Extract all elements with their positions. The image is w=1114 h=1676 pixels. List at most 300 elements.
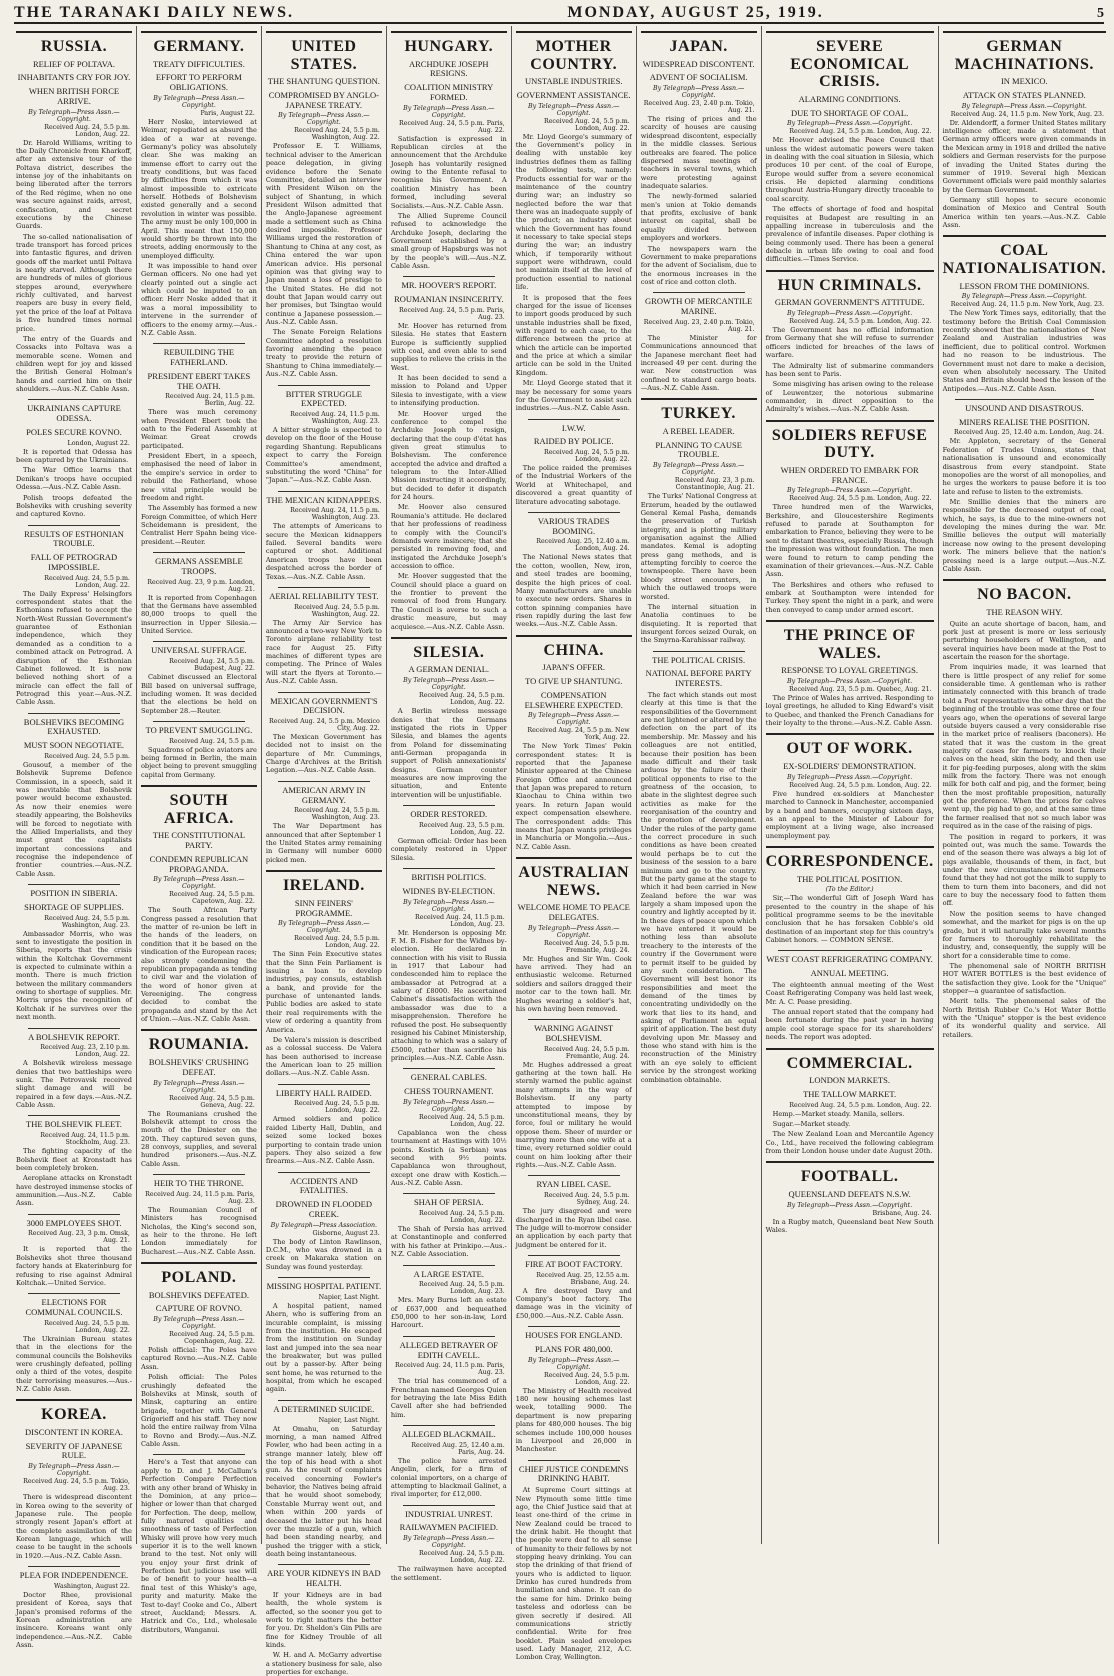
section-rule: [141, 31, 257, 33]
section-heading: RUSSIA.: [40, 38, 108, 55]
article-rule: [153, 343, 245, 344]
article-rule: [403, 868, 495, 869]
article-paragraph: At Omahu, on Saturday morning, a man named Alfred Fowler, who had been acting in a strange manner lately, blew off the top of his head with a shot gun. As the result of complaints received concerning Fowler's behavior, the Natives being afraid that he would shoot somebody, Constable Murray went out, and when within 200 yards of deceased the latter put his head over the muzzle of a gun, which had been standing nearby, and pushed the trigger with a stick, death being instantaneous.: [265, 1424, 382, 1558]
article-dateline: Received Aug. 24, 5.5 p.m. London, Aug. 22.: [789, 495, 932, 503]
article-byline: By Telegraph—Press Assn.—Copyright.: [403, 677, 495, 692]
article-byline: By Telegraph—Press Assn.—Copyright.: [153, 1316, 245, 1331]
article-subhead: ELECTIONS FOR COMMUNAL COUNCILS.: [25, 1297, 123, 1318]
article-subhead: RESULTS OF ESTHONIAN TROUBLE.: [24, 528, 124, 549]
article-dateline: Received Aug. 24, 11.5 p.m. London, Aug. 23.: [415, 913, 505, 928]
section-heading: SEVERE ECONOMICAL CRISIS.: [790, 38, 909, 91]
section-rule: [766, 1048, 934, 1050]
section-rule: [141, 1029, 257, 1031]
masthead: [14, 0, 1104, 24]
article: [766, 1161, 934, 1234]
article-rule: [278, 1172, 370, 1173]
article-rule: [28, 1115, 120, 1116]
article-byline: By Telegraph—Press Assn.—Copyright.: [787, 1201, 913, 1209]
article-paragraph: The fighting capacity of the Bolshevik fleet at Kronstadt has been completely broken.: [16, 1147, 132, 1172]
article: [16, 399, 132, 518]
article-byline: By Telegraph—Press Assn.—Copyright.: [787, 678, 913, 685]
article-subhead: SINN FEINERS' PROGRAMME.: [294, 897, 353, 918]
article-paragraph: Mr. Hoover advised the Peace Council that unless the widest automatic powers were taken in dealing with the coal situation in Silesia, which produces 10 per cent. of the coal of Europe, Europe would suffer from a severe economical crisis. He depicted alarming conditions throughout Austria-Hungary directly traceable to coal scarcity.: [765, 136, 934, 203]
article-subhead: THE TALLOW MARKET.: [803, 1088, 897, 1099]
article-dateline: Received Aug. 24, 5.5 p.m. Washington, Aug. 23.: [294, 807, 380, 822]
article-paragraph: Armed soldiers and police raided Liberty Hall, Dublin, and seized some locked boxes purporting to contain trade union papers. They also seized a few firearms.—Aus.-N.Z. Cable Assn.: [265, 1115, 382, 1166]
article-subhead: EFFORT TO PERFORM OBLIGATIONS.: [155, 72, 242, 93]
article-paragraph: German official: Order has been completely restored in Upper Silesia.: [390, 836, 507, 862]
article-subhead: PLEA FOR INDEPENDENCE.: [19, 1570, 129, 1581]
article-subhead: BITTER STRUGGLE EXPECTED.: [285, 388, 362, 409]
article-dateline: Received Aug. 24, 5.5 p.m. London, Aug. 22.: [419, 1210, 505, 1225]
article-dateline: Received Aug. 24, 5.5 p.m. London, Aug. 22.: [543, 117, 630, 132]
article-dateline: Received Aug. 23, 2.10 p.m. London, Aug. 22.: [40, 1044, 130, 1059]
article-subhead: TO PREVENT SMUGGLING.: [145, 724, 253, 735]
article-subhead: PLANNING TO CAUSE TROUBLE.: [655, 439, 742, 460]
article-paragraph: If your Kidneys are in bad health, the whole system is affected, so the sooner you get to work to right matters the better for you. Dr. Sheldon's Gin Pills are fine for Kidney Trouble of all kinds.: [265, 1590, 382, 1650]
article-paragraph: The Turks' National Congress at Erzerum, headed by the outlawed General Kemal Pasha, demands the preservation of Turkish integrity, and is plotting military organisation against the Allied mandates. Kemal is adopting press gang methods, and is attempting forcibly to coerce the townspeople. There have been bloody street encounters, in which the outlawed troops were worsted.: [640, 492, 757, 601]
article-paragraph: It is proposed that the fees charged for the issue of licenses to import goods produced by such unstable industries shall be fixed, with regard to each case, to the difference between the price at which the article can be imported and the price at which a similar article can be sold in the United Kingdom.: [515, 293, 632, 377]
article-dateline: Received Aug. 24, 5.5 p.m. London, Aug. 23.: [419, 1281, 505, 1296]
article: [766, 950, 934, 1041]
article-dateline: Received Aug. 25, 12.55 a.m. Brisbane, Aug. 24.: [536, 1271, 630, 1286]
article-dateline: Received Aug. 24, 5.5 p.m. Capetown, Aug. 22.: [169, 891, 255, 906]
article-rule: [528, 1326, 620, 1327]
article-paragraph: W. H. and A. McGarry advertise a stationery business for sale, also properties for exchange.: [265, 1651, 382, 1676]
article-subhead: A BOLSHEVIK REPORT.: [28, 1031, 120, 1042]
article-rule: [403, 1265, 495, 1266]
article-paragraph: Mr. Lloyd George's summary of the Government's policy in dealing with unstable key industries defines them as falling the following tests, namely: Products essential for war or the maintenance of the country during war; an industry so neglected before the war that there was an inadequate supply of the product; an industry about which the Government has found it necessary to take special steps during the war; an industry which, if temporarily without support were withdrawn, could not maintain itself at the level of production essential to national life.: [515, 132, 632, 292]
article-rule: [28, 1028, 120, 1029]
article-paragraph: Herr Noske, interviewed at Weimar, repudiated as absurd the idea of a war at revenge. Germany's policy was absolutely clear. She was making an immense effort to carry out the treaty conditions, but was faced by difficulties from which it was almost impossible to extricate herself. Hotbeds of Bolshevism existed generally and a second revolution in winter was possible. The army must be only 100,000 in April. This meant that 150,000 would shortly be thrown into the streets, adding enormously to the unemployed difficulty.: [140, 117, 257, 260]
article: [141, 1454, 257, 1634]
article-paragraph: In a Rugby match, Queensland beat New South Wales.: [765, 1217, 934, 1235]
columns-container: [12, 26, 1110, 1676]
article-dateline: Received Aug. 25, 12.40 a.m. London, Aug. 24.: [954, 429, 1105, 437]
article-paragraph: Mr. Smillie denies that the miners are responsible for the decreased output of coal, which, he says, is due to the mine-owners not developing the mines during the war. Mr. Smillie believes the output will materially increase now owing to the present developing work. The miners believe that the nation's pressing need is a large output.—Aus.-N.Z. Cable Assn.: [942, 497, 1107, 573]
article-subhead: I.W.W.: [561, 422, 586, 433]
article-subhead: 3000 EMPLOYEES SHOT.: [26, 1217, 122, 1228]
article-paragraph: The Mexican Government has decided not to insist on the departure of Mr. Cummings, Charge d'Archives at the British Legation.—Aus.-N.Z. Cable Assn.: [265, 733, 382, 775]
article-paragraph: The entry of the Guards and Cossacks into Poltava was a memorable scene. Women and children wept for joy and kissed the British General Holman's hands and carried him on their shoulders.—Aus.-N.Z. Cable Assn.: [16, 334, 132, 394]
section-heading: MOTHER COUNTRY.: [530, 38, 618, 73]
article: [516, 1019, 632, 1169]
article: [141, 641, 257, 715]
article-subhead: GOVERNMENT ASSISTANCE.: [516, 89, 631, 100]
section-heading: IRELAND.: [282, 877, 365, 895]
article: [766, 1048, 934, 1156]
article-dateline: Received Aug. 24, 5.5 p.m. London, Aug. 22.: [789, 1101, 932, 1109]
article-paragraph: The attempts of Americans to secure the Mexican kidnappers failed. Several bandits were captured or shot. Additional American troops have been despatched across the border of Texas.—Aus.-N.Z. Cable Assn.: [265, 522, 382, 581]
article-dateline: Received Aug. 24, 5.5 p.m. New York, Aug. 22.: [527, 727, 630, 742]
article-paragraph: The Government has no official information from Germany that she will refuse to surrender officers indicted for breaches of the laws of warfare.: [765, 326, 934, 360]
issue-date: MONDAY, AUGUST 25, 1919.: [567, 4, 824, 21]
article: [766, 620, 934, 727]
article-subhead: UNIVERSAL SUFFRAGE.: [151, 645, 247, 656]
article-byline: By Telegraph—Press Assn.—Copyright.: [961, 293, 1087, 301]
article-subhead: REBUILDING THE FATHERLAND.: [163, 347, 235, 367]
article: [766, 420, 934, 614]
article-rule: [28, 399, 120, 400]
article-paragraph: A fire destroyed Davy and Company's boot factory. The damage was in the vicinity of £50,000.—Aus.-N.Z. Cable Assn.: [515, 1286, 632, 1320]
article-dateline: Received Aug. 24, 11.5 p.m. Washington, Aug. 23.: [290, 507, 380, 522]
article-rule: [278, 1277, 370, 1278]
article-paragraph: The New York Times says, editorially, that the testimony before the British Coal Commission recently showed that the nationalisation of New Zealand and Australian industries was inefficient, due to political control. Workmen had no reason to be industrious. The Government must not dare to make a decision, even when absolutely necessary. The United States and Britain should heed the lesson of the Antipodes.—Aus.-N.Z. Cable Assn.: [942, 309, 1107, 393]
section-rule: [766, 846, 934, 848]
article-subhead: ALARMING CONDITIONS.: [798, 93, 901, 104]
section-heading: SILESIA.: [413, 643, 485, 661]
article-dateline: Received Aug. 23, 9 p.m. London, Aug. 21.: [147, 578, 255, 593]
article-paragraph: The police have arrested Angelin, clerk, for a firm of colonial importers, on a charge of attempting to blackmail Galinet, a rival importer, for £12,000.: [390, 1456, 507, 1499]
article-paragraph: The newspapers warn the Government to make preparations for the advent of Socialism, due to the enormous increases in the cost of rice and cotton cloth.: [640, 244, 757, 286]
article-dateline: Received Aug. 24, 5.5 p.m. London, Aug. 22.: [44, 1319, 130, 1334]
article-byline: By Telegraph—Press Assn.—Copyright.: [528, 102, 620, 117]
article-dateline: Received Aug. 24, 5.5 p.m. London, Aug. 22.: [789, 318, 932, 326]
article: [641, 292, 757, 392]
article: [391, 1265, 507, 1330]
article: [16, 1214, 132, 1288]
section-rule: [16, 31, 132, 33]
article-paragraph: The fact which stands out most clearly at this time is that the responsibilities of the Government are not lightened or altered by the defection on the part of its membership. Mr. Massey and his colleagues are not entitled, because their position has been made difficult and their task arduous by the failure of their political opponents to rise to the greatness of the occasion, to abate in the slightest degree such activities as make for the reorganisation of the country and the promotion of development. Under the rules of the party game the correct procedure in such conditions as have been created would perhaps be to cut the business of the session to a bare minimum and go to the country. But the party game at the stage to which it had been carried in New Zealand before the war was largely a sham imposed upon the country and lightly accepted by it. In these days of peace upon which we have entered it would be nothing less than absolute treachery to the interests of the country if the Government were to permit itself to be guided by any such consideration. The Government will best honor its responsibilities and meet the demand of the times by concentrating undividedly on the work that lies to its hand, and asking of Parliament an equal spirit of application. The best duty devolving upon Mr. Massey and those who stand with him is the reconstruction of the Ministry with an eye solely to efficient service by the strongest working combination obtainable.: [640, 691, 757, 1084]
article-paragraph: A bitter struggle is expected to develop on the floor of the House regarding Shantung. Republicans expect to carry the Foreign Committee's amendment, substituting the word "China" for "Japan."—Aus.-N.Z. Cable Assn.: [265, 426, 382, 485]
article-byline: By Telegraph—Press Assn.—Copyright.: [153, 1079, 245, 1094]
article: [266, 587, 382, 686]
article-subhead: UNSTABLE INDUSTRIES.: [524, 76, 623, 87]
article-paragraph: The Minister for Communications announced that the Japanese merchant fleet had increased 49 per cent. during the war. New construction was confined to standard cargo boats.—Aus.-N.Z. Cable Assn.: [640, 333, 757, 392]
article-paragraph: The Senate Foreign Relations Committee adopted a resolution favoring amending the peace treaty to provide the return of Shantung to China immediately.—Aus.-N.Z. Cable Assn.: [265, 328, 382, 379]
article-rule: [153, 1174, 245, 1175]
article-rule: [403, 805, 495, 806]
article-rule: [278, 781, 370, 782]
article-rule: [528, 1460, 620, 1461]
section-rule: [766, 1161, 934, 1163]
news-column: [762, 26, 939, 1544]
article: [16, 713, 132, 878]
article-dateline: Received Aug. 24, 11.5 p.m. Paris, Aug. 23.: [145, 1190, 255, 1205]
article-dateline: Received Aug. 24, 11.5 p.m. Berlin, Aug. 22.: [165, 393, 255, 408]
article-subhead: THE SHANTUNG QUESTION.: [267, 76, 380, 87]
article-paragraph: The Ukrainian Bureau states that in the elections for the communal councils the Bolsheviks were crushingly defeated, polling only a third of the votes, despite their terrorising measures.—Aus.-N.Z. Cable Assn.: [16, 1334, 132, 1393]
article-rule: [278, 1084, 370, 1085]
article-subhead: SHAH OF PERSIA.: [413, 1197, 484, 1208]
article-byline: By Telegraph—Press Assn.—Copyright.: [787, 310, 913, 318]
article-paragraph: The Allied Supreme Council refused to acknowledge the Archduke Joseph, declaring the Government established by a small group of Hapsburgs was not by the people's will.—Aus.-N.Z. Cable Assn.: [390, 211, 507, 271]
article-subhead: GROWTH OF MERCANTILE MARINE.: [645, 296, 753, 317]
article-subhead: INHABITANTS CRY FOR JOY.: [17, 72, 131, 83]
article-subhead: WIDNES BY-ELECTION.: [402, 885, 496, 896]
article-rule: [528, 1175, 620, 1176]
article-subhead: IN MEXICO.: [1000, 76, 1048, 87]
article-rule: [153, 552, 245, 553]
article-rule: [528, 1255, 620, 1256]
article: [943, 235, 1106, 393]
article: [141, 1174, 257, 1256]
article-subhead: DUE TO SHORTAGE OF COAL.: [790, 107, 909, 118]
section-rule: [641, 398, 757, 400]
article-subhead: ARE YOUR KIDNEYS IN BAD HEALTH.: [267, 1568, 381, 1589]
article: [391, 1505, 507, 1582]
article-paragraph: The phenomenal sale of NORTH BRITISH HOT WATER BOTTLES is the best evidence of the satisfaction they give. Look for the "Unique" stopper—a guarantee of satisfaction.: [942, 961, 1107, 996]
article-rule: [955, 399, 1094, 400]
article: [266, 1172, 382, 1272]
article-paragraph: Mr. Henderson is opposing Mr. F. M. B. Fisher for the Widnes by-election. He declared in connection with his visit to Russia in 1917 that Labour had condescended him to replace the ambassador at Petrograd at a salary of £8000. He ascertained Cabinet's dissatisfaction with the ambassador was due to a misapprehension. Therefore he refused the post. He subsequently resigned his Cabinet Ministership, attaching to which was a salary of £5000, rather than sacrifice his principles.—Aus.-N.Z. Cable Assn.: [390, 928, 507, 1062]
article: [141, 1262, 257, 1448]
news-column: [12, 26, 137, 1650]
section-rule: [266, 31, 382, 33]
article-dateline: Received Aug. 24, 5.5 p.m. Washington, Aug. 22.: [294, 127, 380, 142]
article-byline: By Telegraph—Press Assn.—Copyright.: [153, 94, 245, 109]
article-subhead: AERIAL RELIABILITY TEST.: [269, 590, 379, 601]
article-subhead: DROWNED IN FLOODED CREEK.: [275, 1199, 372, 1219]
article-rule: [403, 276, 495, 277]
article-subhead: LIBERTY HALL RAIDED.: [275, 1087, 372, 1098]
article-paragraph: Ambassador Morris, who was sent to investigate the position in Siberia, reports that the crisis within the Koltchak Government is expected to culminate within a month. There is much friction between the military commanders owing to shortage of supplies. Mr. Morris urges the recognition of Koltchak if he survives over the next month.: [16, 929, 132, 1022]
article-subhead: ALLEGED BETRAYER OF EDITH CAVELL.: [399, 1339, 498, 1360]
article-paragraph: The position in regard to porkers, it was pointed out, was much the same. Towards the end of the season there was always a big lot of pigs available, thousands of them, in fact, but under the new circumstances most farmers found that they had not got the milk to supply to them to turn them into baconers, and did not care to buy the necessary food to fatten them off.: [942, 832, 1107, 908]
article-paragraph: Mr. Hoover also censured Roumania's attitude. He declared that her professions of readiness to comply with the Council's demands were insincere; that she persisted in removing food, and instigated the Archduke Joseph's accession to office.: [390, 503, 507, 570]
article-dateline: Received Aug. 25, 12.40 a.m. Paris, Aug. 24.: [411, 1441, 505, 1456]
article-paragraph: The New York Times' Pekin correspondent states: It is reported that the Japanese Minister appeared at the Chinese Foreign Office and announced that Japan was prepared to return Kiaochau to China within two years. In return Japan would expect compensation elsewhere. The correspondent adds: This means that Japan wants privileges in Manchuria or Mongolia.—Aus.-N.Z. Cable Assn.: [515, 742, 632, 851]
article-paragraph: The Roumanians crushed the Bolshevik attempt to cross the mouth of the Dniester on the 20th. They captured seven guns, 28 convoys, supplies, and several hundred prisoners.—Aus.-N.Z. Cable Assn.: [140, 1109, 257, 1168]
article-dateline: Received Aug. 24, 11.5 p.m. Stockholm, Aug. 23.: [40, 1132, 130, 1147]
article-subhead: CHIEF JUSTICE CONDEMNS DRINKING HABIT.: [518, 1463, 629, 1484]
section-heading: KOREA.: [41, 1406, 107, 1424]
article: [391, 1425, 507, 1499]
article-subhead: EX-SOLDIERS' DEMONSTRATION.: [783, 761, 917, 772]
article-rule: [153, 641, 245, 642]
article-subhead: LONDON MARKETS.: [809, 1075, 890, 1086]
article-subhead: BOLSHEVIKS DEFEATED.: [148, 1289, 249, 1300]
article-subhead: TO GIVE UP SHANTUNG.: [525, 676, 623, 687]
article-paragraph: A hospital patient, named Ahern, who is suffering from an incurable complaint, is missing from the institution. He escaped from the institution on Sunday last and jumped into the sea near the breakwater, but was pulled out by a passer-by. After being sent home, he was returned to the hospital, from which he escaped again.: [265, 1301, 382, 1394]
article-subhead: POSITION IN SIBERIA.: [30, 888, 118, 899]
article-dateline: Received Aug. 23, 5.5 p.m. London, Aug. 22.: [419, 821, 505, 836]
section-rule: [766, 420, 934, 422]
article-subhead: WHEN ORDERED TO EMBARK FOR FRANCE.: [780, 464, 919, 485]
article-subhead: WARNING AGAINST BOLSHEVISM.: [534, 1023, 614, 1043]
article-byline: By Telegraph—Press Assn.—Copyright.: [528, 924, 620, 939]
article-rule: [403, 1193, 495, 1194]
news-column: [137, 26, 262, 1634]
article-byline: By Telegraph—Press Assn.—Copyright.: [28, 1463, 120, 1478]
section-rule: [943, 579, 1106, 581]
article-paragraph: Capablanca won the chess tournament at Hastings with 10½ points. Kostich (a Serbian) was second with 9½ points. Capablanca won throughout, except one draw with Kostich.—Aus.-N.Z. Cable Assn.: [390, 1128, 507, 1187]
article-rule: [403, 1425, 495, 1426]
section-heading: FOOTBALL.: [800, 1168, 899, 1186]
section-rule: [943, 31, 1106, 33]
article: [766, 733, 934, 840]
article: [16, 1399, 132, 1560]
article-paragraph: The Daily Express' Helsingfors correspondent states that the Esthonians refused to accept the North-West Russian Government's guarantee of Esthonian independence, which they demanded as a condition to a combined attack on Petrograd. A disruption of the Esthonian Cabinet followed. It is now believed nothing short of a miracle can effect the fall of Petrograd this year.—Aus.-N.Z. Cable Assn.: [16, 589, 132, 707]
section-heading: CHINA.: [543, 641, 604, 659]
article-paragraph: Mr. Lloyd George stated that it may be necessary for some years for the Government to assist such industries.—Aus.-N.Z. Cable Assn.: [515, 379, 632, 413]
article-rule: [28, 884, 120, 885]
article-paragraph: There is widespread discontent in Korea owing to the severity of Japanese rule. The people strongly resent Japan's effort at the complete assimilation of the Korean language, which will cease to be taught in the schools in 1920.—Aus.-N.Z. Cable Assn.: [16, 1493, 132, 1560]
article: [266, 1084, 382, 1166]
article-dateline: Received Aug. 24, 5.5 p.m. London, Aug. 22.: [789, 781, 932, 789]
article-byline: By Telegraph—Press Assn.—Copyright.: [403, 898, 495, 913]
article: [516, 1460, 632, 1662]
article-dateline: Received Aug. 24, 5.5 p.m. Fremantle, Aug. 24.: [543, 939, 630, 954]
article-subhead: MINERS REALISE THE POSITION.: [958, 416, 1090, 427]
article: [266, 870, 382, 1078]
article-paragraph: Mr. Hughes addressed a great gathering at the town hall. He sternly warned the public against many attempts in the way of Bolshevism. If any party attempted to impose by unconstitutional means, they by force, foul or military he would oppose them. Sheer of murder or marrying more than one wife at a time, every returned soldier could count on him looking after their rights.—Aus.-N.Z. Cable Assn.: [515, 1060, 632, 1170]
article: [641, 31, 757, 286]
article-dateline: Received Aug. 24, 5.5 p.m. Paris, Aug. 22.: [399, 119, 505, 134]
article-dateline: Received Aug. 24, 11.5 p.m. New York, Aug. 23.: [950, 110, 1105, 118]
page-number: 5: [1097, 6, 1104, 21]
article-rule: [403, 1505, 495, 1506]
article-paragraph: The Sinn Fein Executive states that the Sinn Fein Parliament is issuing a loan to develop industries, pay consuls, establish a bank, and provide for the purchase of untenanted lands. Public bodies are asked to state their real requirements with the view of ordering a quantity from America.: [265, 950, 382, 1034]
article-subhead: ARCHDUKE JOSEPH RESIGNS.: [408, 58, 489, 79]
article-paragraph: Sugar.—Market steady.: [772, 1120, 851, 1128]
article-paragraph: Mr. Appleton, secretary of the General Federation of Trades Unions, states that nationalisation is unsound and economically disastrous from every standpoint. State monopolies are the worst of all monopolies, and he urges the workers to pause before it is too late and refuse to listen to the extremists.: [942, 437, 1107, 496]
article: [641, 398, 757, 644]
article-dateline: Received Aug. 24, 5.5 p.m.: [44, 753, 130, 760]
article-paragraph: The railwaymen have accepted the settlement.: [390, 1565, 507, 1582]
article-paragraph: Dr. Aldendorff, a former United States military intelligence officer, made a statement that German army officers were given commands in the Mexican army in 1918 and drilled the native soldiers and German reservists for the purpose of invading the United States during the summer of 1919. Several high Mexican Government officials were paid monthly salaries by the German Government.: [942, 118, 1107, 194]
article: [141, 721, 257, 779]
article-rule: [28, 1293, 120, 1294]
article-subhead: BOLSHEVIKS' CRUSHING DEFEAT.: [148, 1057, 249, 1077]
section-rule: [391, 637, 507, 639]
article-paragraph: Here's a Test that anyone can apply to D. and J. McCallum's Perfection Compare Perfection with any other brand of Whisky in the Dominion, at any price—higher or lower than that charged for Perfection. The deep, mellow, fully matured qualities and smoothness of taste of Perfection Whisky will prove how very much superior it is to the well known brand to the test. Not only will you enjoy your first drink of Perfection but judicious use will be of benefit to your health—a final test of this Whisky's age, purity and maturity. Make the Test to-day! Cooke and Co., Albert street, Auckland; Messrs. A. Hatrick and Co., Ltd., wholesale distributors, Wanganui.: [140, 1458, 257, 1634]
article-dateline: Received Aug. 23, 2.40 p.m. Tokio, Aug. 21.: [643, 100, 755, 115]
article-subhead: UNSOUND AND DISASTROUS.: [965, 402, 1084, 413]
article-paragraph: The New Zealand Loan and Mercantile Agency Co., Ltd., have received the following cablegram from their London house under date August 20th.: [765, 1130, 934, 1156]
article: [516, 635, 632, 851]
section-heading: COMMERCIAL.: [786, 1054, 913, 1072]
article-byline: By Telegraph—Press Assn.—Copyright.: [787, 120, 913, 128]
section-rule: [391, 31, 507, 33]
article-subhead: CONDEMN REPUBLICAN PROPAGANDA.: [149, 853, 249, 874]
article-rule: [403, 1336, 495, 1337]
article-byline: By Telegraph—Press Assn.—Copyright.: [652, 462, 745, 477]
article-subhead: FALL OF PETROGRAD IMPOSSIBLE.: [30, 552, 118, 572]
section-heading: SOUTH AFRICA.: [164, 792, 234, 827]
article-subhead: MR. HOOVER'S REPORT.: [401, 280, 497, 291]
article-dateline: Received Aug. 24, 5.5 p.m. London, Aug. 22.: [419, 1113, 505, 1128]
section-heading: POLAND.: [161, 1268, 237, 1286]
article-paragraph: Satisfaction is expressed in Republican circles at the announcement that the Archduke Joseph has voluntarily resigned owing to the Entente refusal to recognise his Government. A coalition Ministry has been formed, including several Socialists.—Aus.-N.Z. Cable Assn.: [390, 134, 507, 210]
article: [266, 781, 382, 864]
section-rule: [141, 1262, 257, 1264]
article-dateline: Paris, August 22.: [200, 109, 255, 117]
article-paragraph: Germany still hopes to secure economic domination of Mexico and Central South America within ten years.—Aus.-N.Z. Cable Assn.: [942, 195, 1107, 230]
article-paragraph: Cabinet discussed an Electoral Bill based on universal suffrage, including women. It was decided that the elections be held on September 28.—Reuter.: [140, 673, 257, 715]
section-heading: NO BACON.: [977, 586, 1072, 604]
article-subhead: THE MEXICAN KIDNAPPERS.: [266, 494, 382, 505]
news-column: [262, 26, 387, 1676]
article: [516, 1175, 632, 1249]
section-heading: CORRESPONDENCE.: [765, 852, 934, 870]
article-subhead: GERMANS ASSEMBLE TROOPS.: [155, 556, 243, 576]
article-paragraph: At Supreme Court sittings at New Plymouth some little time ago, the Chief Justice said that at least one-third of the crime in New Zealand could be traced to the drink habit. He thought that the people were deaf to all sense of humanity to their fellows by not stopping heavy drinking. You can stop the drinking of that friend of yours who is addicted to liquor. Drinko has cured hundreds from humiliation and shame. It can do the same for him. Drinko being tasteless and odorless can be given secretly if desired. All communications strictly confidential. Write for free booklet. Plain sealed envelopes used. Lady Manager, 212, A.C. Lombon Cray, Wellington.: [515, 1486, 632, 1662]
article-paragraph: Five hundred ex-soldiers at Manchester marched to Cannock in Manchester, accompanied by a band and banners, occupying sixteen days, as an appeal to the Minister of Labour for employment at a living wage, also increased unemployment pay.: [765, 789, 934, 840]
article-dateline: Received Aug. 23, 3 p.m. Omsk, Aug. 21.: [28, 1230, 130, 1245]
article-subhead: AMERICAN ARMY IN GERMANY.: [282, 784, 366, 805]
article-dateline: Received Aug. 24, 5.5 p.m. London, Aug. 22.: [543, 1371, 630, 1386]
article-paragraph: The eighteenth annual meeting of the West Coast Refrigerating Company was held last week, Mr. A. C. Pease presiding.: [765, 981, 934, 1006]
section-heading: HUN CRIMINALS.: [777, 276, 922, 294]
article-rule: [403, 1068, 495, 1069]
article: [16, 884, 132, 1021]
article: [516, 1255, 632, 1320]
article-paragraph: Three hundred men of the Warwicks, Berkshire, and Gloucestershire Regiments refused to parade at Southampton for embarkation to France, believing they were to be sent to distant theatres, especially Russia, though the impression was without foundation. The men were found to return to camp pending the examination of their grievances.—Aus.-N.Z. Cable Assn.: [765, 503, 934, 579]
article: [16, 31, 132, 393]
section-rule: [943, 235, 1106, 237]
section-heading: THE PRINCE OF WALES.: [783, 627, 916, 662]
article-subhead: RAILWAYMEN PACIFIED.: [399, 1522, 498, 1533]
article-subhead: PLANS FOR 480,000.: [534, 1343, 613, 1354]
article-subhead: WIDESPREAD DISCONTENT.: [642, 58, 755, 69]
article-subhead: VARIOUS TRADES BOOMING.: [537, 515, 610, 536]
section-heading: HUNGARY.: [404, 38, 494, 55]
article-dateline: Received Aug. 24, 5.5 p.m. London, Aug. 22.: [419, 1550, 505, 1565]
article-byline: By Telegraph—Press Assn.—Copyright.: [278, 920, 370, 935]
article: [943, 579, 1106, 1039]
section-heading: JAPAN.: [669, 38, 728, 55]
article-byline: By Telegraph—Press Assn.—Copyright.: [528, 1356, 620, 1371]
article: [516, 857, 632, 1013]
article-rule: [278, 385, 370, 386]
article-paragraph: It is reported that the Bolsheviks shot three thousand factory hands at Ekaterinburg for refusing to rise against Admiral Koltchak.—United Service.: [16, 1245, 132, 1287]
article: [141, 31, 257, 337]
article-subhead: ORDER RESTORED.: [410, 809, 488, 820]
article-dateline: Received Aug. 24, 5.5 p.m. Mexico City, Aug. 22.: [269, 718, 380, 733]
news-column: [512, 26, 637, 1662]
article-paragraph: Hemp.—Market steady. Manila, sellers.: [772, 1109, 905, 1118]
article: [391, 31, 507, 270]
article-dateline: Received Aug. 24, 5.5 p.m. London, Aug. 22.: [44, 123, 130, 138]
article: [266, 385, 382, 485]
section-heading: COAL NATIONALISATION.: [942, 242, 1107, 277]
article-dateline: Received Aug. 24, 5.5 p.m. Sydney, Aug. 24.: [543, 1192, 630, 1207]
article-rule: [278, 491, 370, 492]
article-subhead: JAPAN'S OFFER.: [542, 662, 606, 673]
article-subhead: RYAN LIBEL CASE.: [536, 1179, 611, 1190]
article-subhead: GERMAN GOVERNMENT'S ATTITUDE.: [774, 297, 925, 308]
article: [943, 31, 1106, 229]
article-paragraph: Quite an acute shortage of bacon, ham, and pork just at present is more or less seriously perturbing householders of Wellington, and several inquiries have been made at the Post to ascertain the reason for the shortage.: [942, 619, 1107, 662]
article-subhead: CAPTURE OF ROVNO.: [155, 1303, 242, 1314]
section-heading: TURKEY.: [661, 405, 736, 423]
article-paragraph: The Shah of Persia has arrived at Constantinople and conferred with his father at Prinkipo.—Aus.-N.Z. Cable Association.: [390, 1225, 507, 1259]
article-subhead: A REBEL LEADER.: [662, 425, 735, 436]
article-subhead: A LARGE ESTATE.: [413, 1268, 484, 1279]
article-subhead: DISCONTENT IN KOREA.: [25, 1426, 123, 1437]
article-paragraph: The effects of shortage of food and hospital requisites at Budapest are resulting in an appalling increase in tuberculosis and the prevalence of infantile diseases. Paper clothing is being commonly used. There has been a general debacle in urban life owing to coal and food difficulties.—Times Service.: [765, 205, 934, 264]
section-rule: [766, 620, 934, 622]
article: [16, 1566, 132, 1649]
section-rule: [766, 270, 934, 272]
article-subhead: COMPENSATION ELSEWHERE EXPECTED.: [524, 689, 623, 710]
article-byline: By Telegraph—Press Assn.—Copyright.: [28, 108, 120, 123]
section-rule: [516, 857, 632, 859]
section-heading: UNITED STATES.: [290, 38, 358, 73]
article: [16, 1293, 132, 1393]
article: [766, 31, 934, 264]
article-dateline: Received Aug. 24, 5.5 p.m. London, Aug. 22.: [44, 574, 130, 589]
article-subhead: CHESS TOURNAMENT.: [404, 1086, 494, 1097]
article-dateline: Received Aug. 23, 2.40 p.m. Tokio, Aug. 21.: [643, 318, 755, 333]
article-subhead: WHEN BRITISH FORCE ARRIVE.: [28, 86, 120, 106]
article: [641, 651, 757, 1084]
article-paragraph: The annual report stated that the company had been fortunate during the past year in having ample cool storage space for its shareholders' needs. The report was adopted.: [765, 1008, 934, 1042]
article-subhead: THE REASON WHY.: [986, 606, 1063, 617]
article-paragraph: Polish official: The Poles have captured Rovno.—Aus.-N.Z. Cable Assn.: [140, 1346, 257, 1371]
article-subhead: THE POLITICAL POSITION.: [797, 873, 903, 884]
